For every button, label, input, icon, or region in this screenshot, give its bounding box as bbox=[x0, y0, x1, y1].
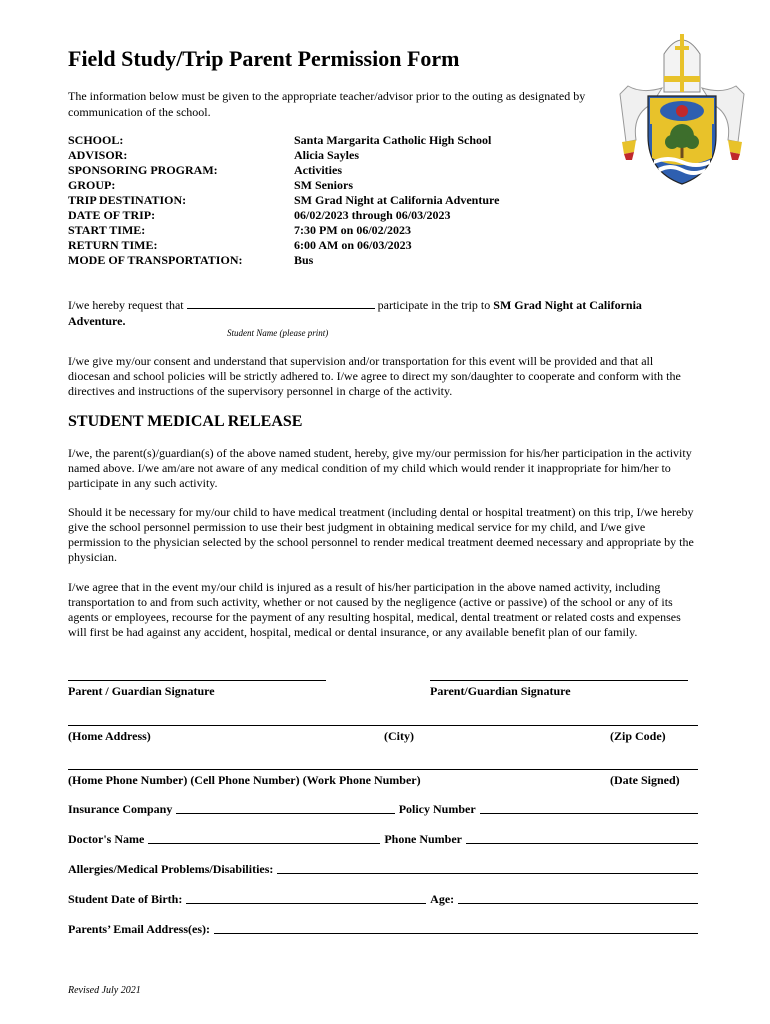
info-value: Activities bbox=[294, 163, 342, 177]
city-label: (City) bbox=[384, 729, 414, 743]
info-value: 7:30 PM on 06/02/2023 bbox=[294, 223, 411, 237]
info-value: 6:00 AM on 06/03/2023 bbox=[294, 238, 412, 252]
request-prefix: I/we hereby request that bbox=[68, 298, 184, 312]
diocese-crest-logo bbox=[612, 24, 752, 189]
info-value: Bus bbox=[294, 253, 314, 267]
age-label: Age: bbox=[430, 892, 455, 906]
info-label: ADVISOR: bbox=[68, 148, 128, 162]
medical-paragraph-3: I/we agree that in the event my/our child is injured as a result of his/her participation in the above named activity, including transportation to and from such activity, whether or not caused by the negligence (active or passive) of the school or any of its agents or employees, recourse for the payment of any resulting hospital, medical, dental treatment or related costs and expenses will first be had against any accident, hospital, medical or dental insurance, or any available benefit plan of our family. bbox=[68, 580, 681, 639]
info-label: MODE OF TRANSPORTATION: bbox=[68, 253, 243, 267]
date-signed-label: (Date Signed) bbox=[610, 773, 680, 787]
phone-numbers-label: (Home Phone Number) (Cell Phone Number) (Work Phone Number) bbox=[68, 773, 421, 787]
signature-label-2: Parent/Guardian Signature bbox=[430, 684, 571, 698]
zip-label: (Zip Code) bbox=[610, 729, 666, 743]
parent-signature-line-1[interactable] bbox=[68, 680, 326, 681]
revision-footer: Revised July 2021 bbox=[68, 985, 141, 996]
phone-numbers-line[interactable] bbox=[68, 769, 698, 770]
parent-signature-line-2[interactable] bbox=[430, 680, 688, 681]
dob-row bbox=[68, 892, 702, 907]
request-line bbox=[68, 297, 698, 329]
medical-release-heading: STUDENT MEDICAL RELEASE bbox=[68, 413, 303, 430]
allergies-label: Allergies/Medical Problems/Disabilities: bbox=[68, 862, 274, 876]
info-label: SPONSORING PROGRAM: bbox=[68, 163, 218, 177]
policy-number-field[interactable] bbox=[480, 813, 698, 814]
info-value: Santa Margarita Catholic High School bbox=[294, 133, 492, 147]
student-name-field[interactable] bbox=[187, 298, 375, 309]
age-field[interactable] bbox=[458, 903, 698, 904]
info-label: DATE OF TRIP: bbox=[68, 208, 156, 222]
insurance-row bbox=[68, 802, 702, 817]
info-value: SM Seniors bbox=[294, 178, 354, 192]
medical-paragraph-1: I/we, the parent(s)/guardian(s) of the above named student, hereby, give my/our permission for his/her participation in the activity named above. I/we am/are not aware of any medical condition of my child which would render it inappropriate for him/her to participate in any such activity. bbox=[68, 446, 692, 490]
dob-label: Student Date of Birth: bbox=[68, 892, 183, 906]
info-label: START TIME: bbox=[68, 223, 146, 237]
info-label: TRIP DESTINATION: bbox=[68, 193, 187, 207]
home-address-label: (Home Address) bbox=[68, 729, 151, 743]
doctor-label: Doctor's Name bbox=[68, 832, 145, 846]
request-middle: participate in the trip to bbox=[377, 298, 491, 312]
email-label: Parents’ Email Address(es): bbox=[68, 922, 210, 936]
doctor-row bbox=[68, 832, 702, 847]
request-destination: SM Grad Night at California Adventure. bbox=[68, 298, 642, 328]
phone-label: Phone Number bbox=[384, 832, 462, 846]
consent-paragraph: I/we give my/our consent and understand that supervision and/or transportation for this event will be provided and that all diocesan and school policies will be strictly adhered to. I/we agree to direct my son/daughter to cooperate and conform with the directives and instructions of the supervisory personnel in charge of the activity. bbox=[68, 354, 681, 398]
dob-field[interactable] bbox=[186, 903, 426, 904]
email-field[interactable] bbox=[214, 933, 698, 934]
allergies-row bbox=[68, 862, 702, 877]
doctor-phone-field[interactable] bbox=[466, 843, 698, 844]
policy-label: Policy Number bbox=[398, 802, 476, 816]
form-title: Field Study/Trip Parent Permission Form bbox=[68, 46, 460, 71]
info-value: Alicia Sayles bbox=[294, 148, 359, 162]
info-label: SCHOOL: bbox=[68, 133, 124, 147]
doctor-name-field[interactable] bbox=[148, 843, 380, 844]
info-label: GROUP: bbox=[68, 178, 116, 192]
signature-label-1: Parent / Guardian Signature bbox=[68, 684, 215, 698]
intro-text: The information below must be given to the appropriate teacher/advisor prior to the outing as designated by communication of the school. bbox=[68, 89, 586, 119]
home-address-line[interactable] bbox=[68, 725, 698, 726]
allergies-field[interactable] bbox=[277, 873, 698, 874]
medical-paragraph-2: Should it be necessary for my/our child to have medical treatment (including dental or hospital treatment) on this trip, I/we hereby give the school personnel permission to use their best judgment in obtaining medical service for my child, and I/we give permission to the physician selected by the school personnel to render medical treatment deemed necessary and appropriate by the physician. bbox=[68, 505, 694, 564]
info-value: SM Grad Night at California Adventure bbox=[294, 193, 500, 207]
insurance-company-field[interactable] bbox=[176, 813, 394, 814]
email-row bbox=[68, 922, 702, 937]
insurance-label: Insurance Company bbox=[68, 802, 173, 816]
info-label: RETURN TIME: bbox=[68, 238, 158, 252]
student-name-hint: Student Name (please print) bbox=[227, 328, 329, 338]
info-value: 06/02/2023 through 06/03/2023 bbox=[294, 208, 451, 222]
